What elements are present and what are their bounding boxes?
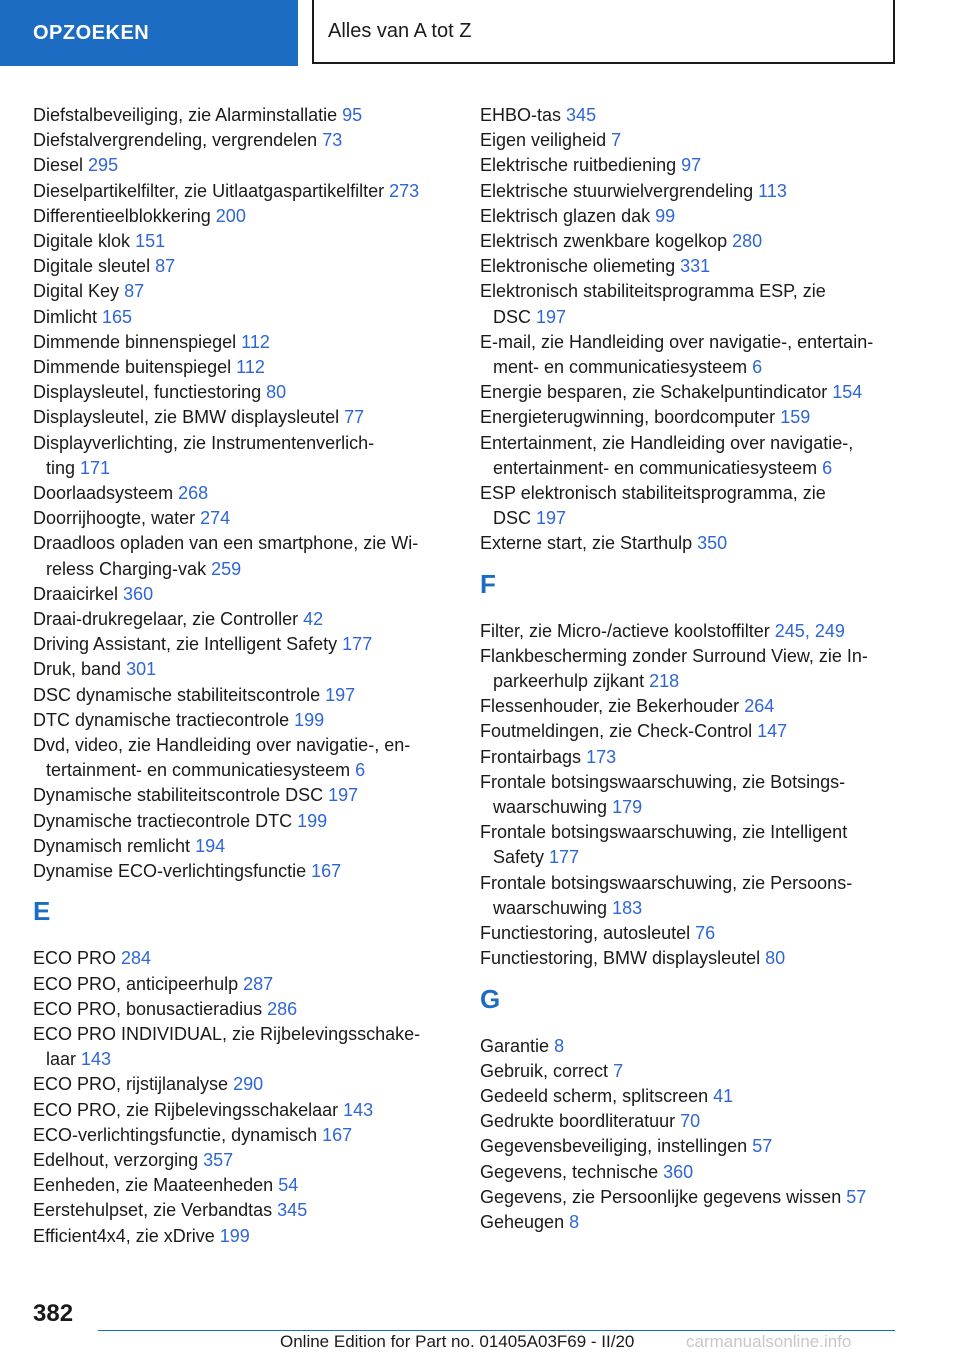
index-entry — [480, 204, 900, 229]
index-term: ECO PRO, anticipeerhulp — [33, 973, 239, 994]
index-entry — [33, 153, 448, 178]
page-link[interactable]: 112 — [236, 357, 265, 378]
page-link[interactable]: 200 — [215, 205, 246, 226]
page-link[interactable]: 199 — [219, 1225, 250, 1246]
index-term: Elektrisch zwenkbare kogelkop — [480, 231, 728, 252]
index-term: Dvd, video, zie Handleiding over navigatie-, en- — [33, 735, 411, 756]
index-term: Dynamische tractiecontrole DTC — [33, 810, 293, 831]
index-term: Druk, band — [33, 659, 122, 680]
index-entry — [33, 1198, 448, 1223]
page-link[interactable]: 167 — [311, 861, 342, 882]
index-term-continuation: reless Charging-vak — [46, 558, 207, 579]
page-link[interactable]: 295 — [88, 155, 119, 176]
page-link[interactable]: 41 — [713, 1085, 734, 1106]
page-link[interactable]: 350 — [697, 533, 728, 554]
index-entry — [33, 683, 448, 708]
index-term: Driving Assistant, zie Intelligent Safety — [33, 634, 338, 655]
index-term: Gedrukte boordliteratuur — [480, 1111, 676, 1132]
index-entry — [33, 972, 448, 997]
page-link[interactable]: 73 — [322, 130, 343, 151]
index-entry — [33, 355, 448, 380]
page-link[interactable]: 154 — [832, 382, 863, 403]
index-entry — [480, 531, 900, 556]
index-term: Functiestoring, BMW displaysleutel — [480, 948, 761, 969]
page-link[interactable]: 113 — [758, 180, 787, 201]
page-link[interactable]: 8 — [554, 1035, 565, 1056]
page-link[interactable]: 268 — [178, 483, 209, 504]
page-link[interactable]: 165 — [102, 306, 133, 327]
page-link[interactable]: 273 — [389, 180, 420, 201]
index-term: ECO PRO — [33, 948, 117, 969]
index-term: Efficient4x4, zie xDrive — [33, 1225, 215, 1246]
index-entry — [33, 481, 448, 506]
index-term: Diesel — [33, 155, 84, 176]
page-link[interactable]: 76 — [695, 923, 716, 944]
index-term: Energieterugwinning, boordcomputer — [480, 407, 776, 428]
chapter-title: Alles van A tot Z — [312, 0, 895, 64]
index-term-continuation: ting — [46, 457, 76, 478]
index-term: Gegevens, technische — [480, 1161, 659, 1182]
page-link[interactable]: 57 — [846, 1186, 867, 1207]
index-term-continuation: laar — [46, 1049, 77, 1070]
index-term: EHBO-tas — [480, 105, 562, 125]
index-term: Gegevens, zie Persoonlijke gegevens wissen — [480, 1186, 842, 1207]
index-term: DSC dynamische stabiliteitscontrole — [33, 684, 321, 705]
index-term: Eigen veiligheid — [480, 130, 607, 151]
footer-divider — [98, 1330, 895, 1331]
page-link[interactable]: 80 — [266, 382, 287, 403]
index-term: Dynamise ECO-verlichtingsfunctie — [33, 861, 307, 882]
index-term: ECO PRO, rijstijlanalyse — [33, 1074, 229, 1095]
index-term: Elektrische stuurwielvergrendeling — [480, 180, 754, 201]
index-term-continuation: waarschuwing — [493, 797, 608, 818]
page-link[interactable]: 197 — [536, 306, 567, 327]
page-link[interactable]: 360 — [663, 1161, 694, 1182]
index-term: DTC dynamische tractiecontrole — [33, 709, 290, 730]
index-entry — [480, 103, 900, 128]
index-term: Displaysleutel, zie BMW displaysleutel — [33, 407, 340, 428]
index-term-continuation: DSC — [493, 508, 532, 529]
index-entry — [480, 1185, 900, 1210]
index-term: ECO-verlichtingsfunctie, dynamisch — [33, 1124, 318, 1145]
index-term: Digitale sleutel — [33, 256, 151, 277]
index-term: Geheugen — [480, 1211, 565, 1232]
index-term: Displaysleutel, functiestoring — [33, 382, 262, 403]
index-entry — [480, 921, 900, 946]
index-entry — [33, 632, 448, 657]
index-term: Dimlicht — [33, 306, 98, 327]
page-link[interactable]: 345 — [277, 1200, 308, 1221]
index-term: Digital Key — [33, 281, 120, 302]
index-term: Frontale botsingswaarschuwing, zie Persoons- — [480, 872, 853, 893]
index-entry — [480, 179, 900, 204]
index-entry — [480, 229, 900, 254]
index-term: ECO PRO, zie Rijbelevingsschakelaar — [33, 1099, 339, 1120]
index-entry — [480, 1134, 900, 1159]
index-entry — [480, 871, 900, 921]
index-entry — [480, 128, 900, 153]
index-entry — [33, 809, 448, 834]
index-entry — [480, 719, 900, 744]
index-entry — [33, 1072, 448, 1097]
page-link[interactable]: 143 — [343, 1099, 374, 1120]
page-link[interactable]: 97 — [681, 155, 702, 176]
page-link[interactable]: 259 — [211, 558, 242, 579]
index-entry — [33, 506, 448, 531]
index-term: E-mail, zie Handleiding over navigatie-, entertain- — [480, 331, 874, 352]
index-entry — [33, 179, 448, 204]
index-term-continuation: entertainment- en communicatiesysteem — [493, 457, 818, 478]
index-entry — [480, 770, 900, 820]
index-entry — [480, 153, 900, 178]
page-link[interactable]: 143 — [81, 1049, 112, 1070]
page-link[interactable]: 70 — [680, 1111, 701, 1132]
page-link[interactable]: 286 — [267, 998, 298, 1019]
page-number: 382 — [33, 1300, 74, 1327]
index-entry — [480, 380, 900, 405]
index-term: Draai-drukregelaar, zie Controller — [33, 609, 299, 630]
page-link[interactable]: 264 — [744, 696, 775, 717]
page-link[interactable]: 360 — [123, 583, 154, 604]
index-entry — [33, 305, 448, 330]
index-entry — [480, 644, 900, 694]
index-entry — [33, 1224, 448, 1249]
page-link[interactable]: 87 — [155, 256, 176, 277]
index-term-continuation: ment- en communicatiesysteem — [493, 357, 748, 378]
index-entry — [480, 1034, 900, 1059]
index-entry — [33, 103, 448, 128]
page-link[interactable]: 167 — [322, 1124, 353, 1145]
index-term: Edelhout, verzorging — [33, 1149, 199, 1170]
page-link[interactable]: 218 — [649, 671, 680, 692]
index-entry — [480, 820, 900, 870]
index-entry — [33, 657, 448, 682]
page-link[interactable]: 77 — [344, 407, 365, 428]
index-entry — [33, 405, 448, 430]
index-entry — [480, 405, 900, 430]
index-term-continuation: parkeerhulp zijkant — [493, 671, 645, 692]
index-column-left — [33, 103, 448, 1249]
index-term: Entertainment, zie Handleiding over navigatie-, — [480, 432, 854, 453]
index-term: Frontale botsingswaarschuwing, zie Botsings- — [480, 771, 846, 792]
page-link[interactable]: 357 — [203, 1149, 234, 1170]
index-term: Externe start, zie Starthulp — [480, 533, 693, 554]
index-term: Dimmende binnenspiegel — [33, 331, 237, 352]
index-entry — [480, 431, 900, 481]
index-term: Energie besparen, zie Schakelpuntindicator — [480, 382, 828, 403]
index-term: Frontairbags — [480, 746, 582, 767]
index-term: Elektronisch stabiliteitsprogramma ESP, zie — [480, 281, 826, 302]
page-link[interactable]: 284 — [121, 948, 152, 969]
index-term-continuation: tertainment- en communicatiesysteem — [46, 760, 351, 781]
index-entry — [33, 607, 448, 632]
page-link[interactable]: 274 — [200, 508, 231, 529]
page-link[interactable]: 171 — [80, 457, 111, 478]
index-entry — [33, 380, 448, 405]
index-entry — [33, 330, 448, 355]
index-entry — [33, 128, 448, 153]
index-term: Dynamische stabiliteitscontrole DSC — [33, 785, 324, 806]
page-link[interactable]: 199 — [297, 810, 328, 831]
index-entry — [33, 1123, 448, 1148]
watermark-text: carmanualsonline.info — [686, 1332, 852, 1351]
index-term: ECO PRO INDIVIDUAL, zie Rijbelevingsschake- — [33, 1023, 421, 1044]
index-entry — [480, 694, 900, 719]
page-link[interactable]: 159 — [780, 407, 811, 428]
index-term: Garantie — [480, 1035, 550, 1056]
index-entry — [33, 279, 448, 304]
index-term: Flankbescherming zonder Surround View, zie In- — [480, 645, 868, 666]
index-entry — [33, 783, 448, 808]
index-entry — [33, 204, 448, 229]
index-term: Diefstalbeveiliging, zie Alarminstallatie — [33, 105, 338, 125]
page-link[interactable]: 197 — [328, 785, 359, 806]
page-link[interactable]: 87 — [124, 281, 145, 302]
index-term: Digitale klok — [33, 231, 131, 252]
index-term: Eenheden, zie Maateenheden — [33, 1175, 274, 1196]
index-term: Diefstalvergrendeling, vergrendelen — [33, 130, 318, 151]
page-link[interactable]: 345 — [566, 105, 597, 125]
page-header — [0, 0, 960, 68]
page-link[interactable]: 6 — [822, 457, 833, 478]
index-entry — [480, 1210, 900, 1235]
page-link[interactable]: 290 — [233, 1074, 264, 1095]
index-entry — [480, 619, 900, 644]
index-entry — [33, 431, 448, 481]
index-term: Dieselpartikelfilter, zie Uitlaatgaspartikelfilter — [33, 180, 385, 201]
page-link[interactable]: 8 — [569, 1211, 580, 1232]
index-entry — [480, 946, 900, 971]
index-entry — [33, 1098, 448, 1123]
index-term: Doorlaadsysteem — [33, 483, 174, 504]
index-term: Frontale botsingswaarschuwing, zie Intelligent — [480, 822, 848, 843]
index-entry — [33, 946, 448, 971]
index-entry — [33, 997, 448, 1022]
page-link[interactable]: 95 — [342, 105, 363, 125]
page-link[interactable]: 199 — [294, 709, 325, 730]
index-term: Filter, zie Micro-/actieve koolstoffilter — [480, 620, 770, 641]
index-term: Doorrijhoogte, water — [33, 508, 196, 529]
index-entry — [33, 531, 448, 581]
index-entry — [480, 1059, 900, 1084]
page-link[interactable]: 177 — [342, 634, 373, 655]
index-term: Eerstehulpset, zie Verbandtas — [33, 1200, 273, 1221]
section-tab[interactable]: OPZOEKEN — [0, 0, 298, 66]
index-term: Foutmeldingen, zie Check-Control — [480, 721, 753, 742]
index-letter-heading: G — [480, 983, 501, 1014]
index-entry — [480, 481, 900, 531]
index-entry — [480, 745, 900, 770]
index-term-continuation: DSC — [493, 306, 532, 327]
page-link[interactable]: 112 — [241, 331, 270, 352]
page-link[interactable]: 6 — [355, 760, 366, 781]
page-link[interactable]: 7 — [613, 1060, 624, 1081]
index-entry — [33, 229, 448, 254]
index-term: Gebruik, correct — [480, 1060, 609, 1081]
page-link[interactable]: 280 — [732, 231, 763, 252]
index-term: Gedeeld scherm, splitscreen — [480, 1085, 709, 1106]
index-term: ECO PRO, bonusactieradius — [33, 998, 263, 1019]
index-entry — [33, 834, 448, 859]
index-term: Dimmende buitenspiegel — [33, 357, 232, 378]
index-entry — [33, 1173, 448, 1198]
index-entry — [480, 279, 900, 329]
page-link[interactable]: 151 — [135, 231, 166, 252]
index-entry — [480, 1160, 900, 1185]
index-term: Flessenhouder, zie Bekerhouder — [480, 696, 740, 717]
page-link[interactable]: 245, 249 — [774, 620, 845, 641]
index-term: Differentieelblokkering — [33, 205, 211, 226]
page-link[interactable]: 287 — [243, 973, 274, 994]
index-column-right — [480, 103, 900, 1235]
index-term: Dynamisch remlicht — [33, 835, 191, 856]
edition-note: Online Edition for Part no. 01405A03F69 - II/20 — [280, 1332, 635, 1351]
page-link[interactable]: 80 — [765, 948, 786, 969]
index-letter-heading: F — [480, 568, 496, 599]
page-link[interactable]: 42 — [303, 609, 324, 630]
page-link[interactable]: 147 — [757, 721, 788, 742]
page-link[interactable]: 197 — [536, 508, 567, 529]
page-link[interactable]: 194 — [195, 835, 226, 856]
page-link[interactable]: 179 — [612, 797, 643, 818]
page-link[interactable]: 331 — [680, 256, 711, 277]
index-entry — [33, 859, 448, 884]
page-link[interactable]: 7 — [611, 130, 622, 151]
index-entry — [33, 733, 448, 783]
page-link[interactable]: 183 — [612, 897, 643, 918]
index-letter-heading: E — [33, 896, 51, 927]
index-entry — [33, 582, 448, 607]
index-term: Functiestoring, autosleutel — [480, 923, 691, 944]
page-link[interactable]: 54 — [278, 1175, 299, 1196]
index-term: ESP elektronisch stabiliteitsprogramma, zie — [480, 483, 826, 504]
index-term: Elektrisch glazen dak — [480, 205, 651, 226]
page-link[interactable]: 173 — [586, 746, 617, 767]
index-entry — [33, 1022, 448, 1072]
page-link[interactable]: 197 — [325, 684, 356, 705]
index-entry — [33, 708, 448, 733]
index-entry — [480, 1109, 900, 1134]
page-link[interactable]: 99 — [655, 205, 676, 226]
index-term: Elektrische ruitbediening — [480, 155, 677, 176]
index-term: Gegevensbeveiliging, instellingen — [480, 1136, 748, 1157]
index-entry — [480, 330, 900, 380]
index-term: Displayverlichting, zie Instrumentenverlich- — [33, 432, 375, 453]
page-link[interactable]: 301 — [126, 659, 157, 680]
index-term: Elektronische oliemeting — [480, 256, 676, 277]
index-entry — [480, 1084, 900, 1109]
index-entry — [33, 1148, 448, 1173]
index-term: Draaicirkel — [33, 583, 119, 604]
index-entry — [480, 254, 900, 279]
page-link[interactable]: 177 — [549, 847, 580, 868]
page-link[interactable]: 6 — [752, 357, 763, 378]
page-link[interactable]: 57 — [752, 1136, 773, 1157]
index-entry — [33, 254, 448, 279]
index-term-continuation: waarschuwing — [493, 897, 608, 918]
index-term-continuation: Safety — [493, 847, 545, 868]
index-term: Draadloos opladen van een smartphone, zie Wi- — [33, 533, 419, 554]
